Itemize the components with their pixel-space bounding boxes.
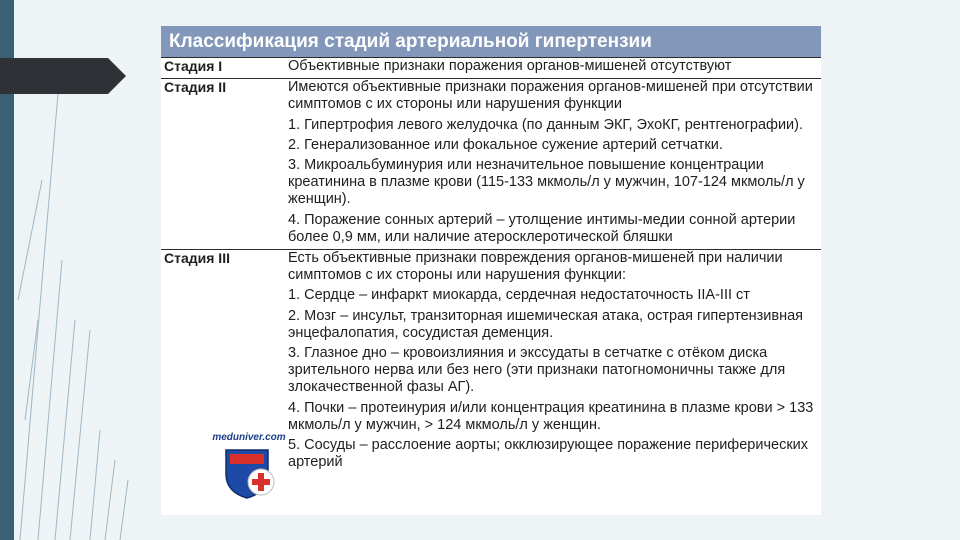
stage-line: Есть объективные признаки повреждения органов-мишеней при наличии симптомов с их стороны или нарушения функции: [288,250,783,284]
stage-line: Имеются объективные признаки поражения органов-мишеней при отсутствии симптомов с их стороны или нарушения функции [288,79,813,113]
table-title: Классификация стадий артериальной гипертензии [161,26,821,57]
stage-description [288,58,821,78]
chevron-arrow-icon [0,58,126,94]
stage-row-1 [161,57,821,78]
stage-line: 3. Микроальбуминурия или незначительное повышение концентрации креатинина в плазме крови (115-133 мкмоль/л у мужчин, 107-124 мкмоль/л у женщин). [288,157,805,208]
stage-line: 3. Глазное дно – кровоизлияния и экссудаты в сетчатке с отёком диска зрительного нерва или без него (эти признаки патогномоничны также для злокачественной фазы АГ). [288,345,786,396]
stage-line: Объективные признаки поражения органов-мишеней отсутствуют [288,58,732,74]
stage-line: 5. Сосуды – расслоение аорты; окклюзирующее поражение периферических артерий [288,437,809,471]
stage-label: Стадия II [164,79,227,96]
stage-description [288,79,821,249]
stage-line: 2. Мозг – инсульт, транзиторная ишемическая атака, острая гипертензивная энцефалопатия, сосудистая деменция. [288,307,804,341]
stage-row-2 [161,78,821,249]
medical-shield-icon [206,432,292,500]
stage-line: 4. Почки – протеинурия и/или концентрация креатинина в плазме крови > 133 мкмоль/л у мужчин, > 124 мкмоль/л у женщин. [288,399,814,433]
stage-line: 4. Поражение сонных артерий – утолщение интимы-медии сонной артерии более 0,9 мм, или наличие атеросклеротической бляшки [288,211,796,245]
stage-label: Стадия III [164,250,230,267]
meduniver-logo [206,432,292,500]
stage-label: Стадия I [164,58,223,74]
logo-text: meduniver.com [212,432,286,443]
stage-line: 1. Сердце – инфаркт миокарда, сердечная недостаточность IIA-III ст [288,287,750,304]
stage-line: 1. Гипертрофия левого желудочка (по данным ЭКГ, ЭхоКГ, рентгенографии). [288,116,804,133]
stage-description [288,250,821,474]
stage-line: 2. Генерализованное или фокальное сужение артерий сетчатки. [288,136,723,153]
